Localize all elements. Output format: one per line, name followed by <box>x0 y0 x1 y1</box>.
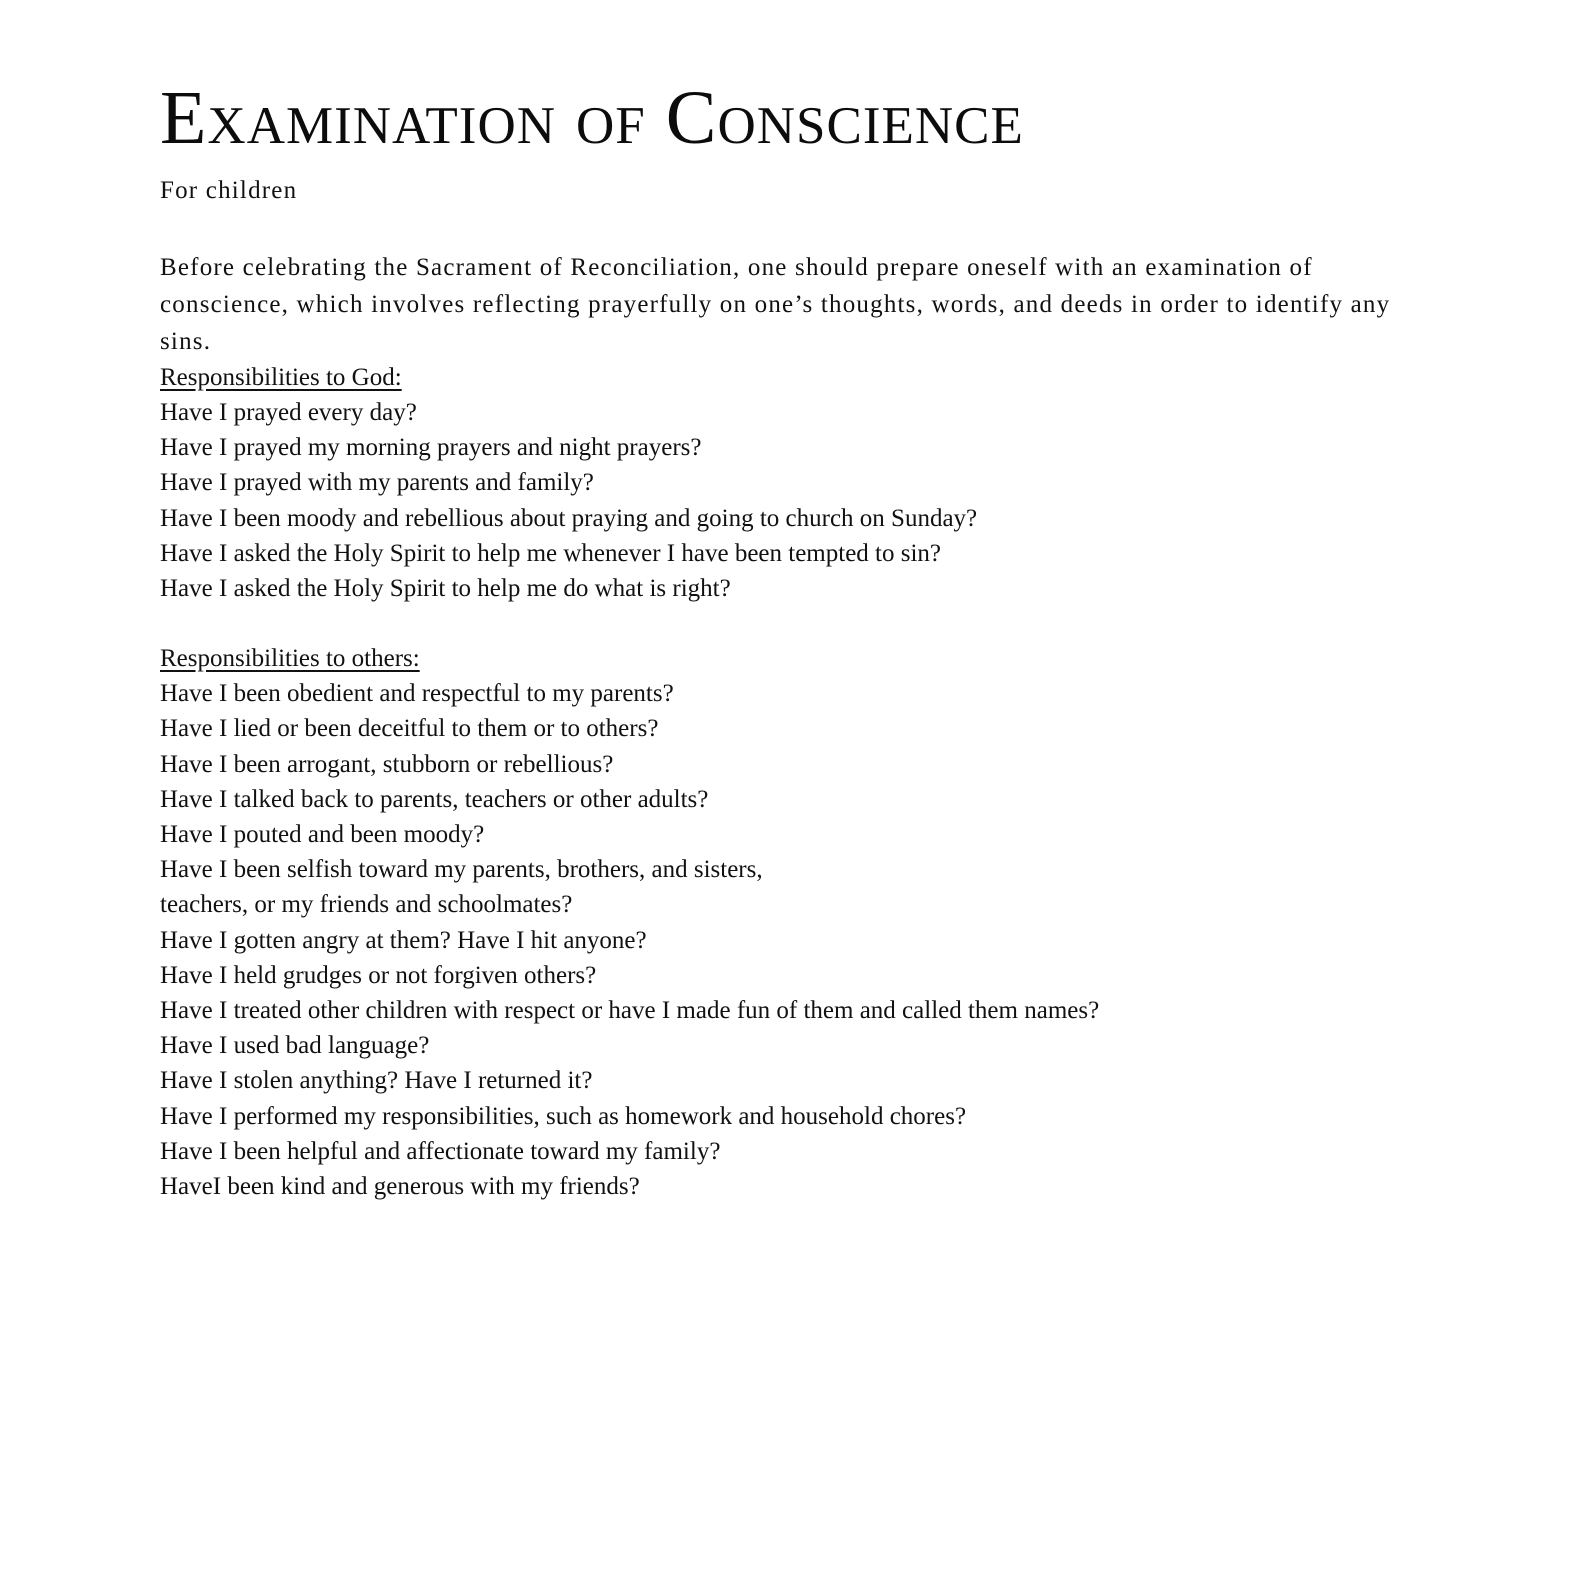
question-item: Have I been arrogant, stubborn or rebellious? <box>160 750 614 778</box>
section-god <box>160 360 1440 606</box>
question-item: Have I used bad language? <box>160 1032 430 1060</box>
page-subtitle: For children <box>160 177 298 204</box>
question-item: Have I performed my responsibilities, such as homework and household chores? <box>160 1102 967 1130</box>
question-item: Have I prayed with my parents and family? <box>160 469 594 497</box>
question-item: teachers, or my friends and schoolmates? <box>160 891 573 919</box>
section-heading-others: Responsibilities to others: <box>160 645 420 673</box>
question-item: Have I held grudges or not forgiven others? <box>160 961 597 989</box>
question-item: Have I pouted and been moody? <box>160 821 485 849</box>
question-item: Have I been helpful and affectionate toward my family? <box>160 1137 721 1165</box>
section-spacer <box>160 606 1440 641</box>
question-item: Have I been obedient and respectful to my parents? <box>160 680 674 708</box>
question-item: Have I prayed every day? <box>160 399 417 426</box>
section-others <box>160 641 1440 1204</box>
intro-paragraph: Before celebrating the Sacrament of Reconciliation, one should prepare oneself with an examination of conscience, which involves reflecting prayerfully on one’s thoughts, words, and deeds in order to identify any sins. <box>160 254 1391 355</box>
question-item: Have I prayed my morning prayers and night prayers? <box>160 434 702 462</box>
question-item: Have I been moody and rebellious about praying and going to church on Sunday? <box>160 504 978 532</box>
question-item: Have I talked back to parents, teachers or other adults? <box>160 785 709 813</box>
document-page <box>160 76 1440 1204</box>
question-item: Have I asked the Holy Spirit to help me whenever I have been tempted to sin? <box>160 539 942 567</box>
question-item: Have I gotten angry at them? Have I hit anyone? <box>160 926 647 954</box>
question-item: HaveI been kind and generous with my friends? <box>160 1173 640 1201</box>
question-item: Have I stolen anything? Have I returned it? <box>160 1067 593 1095</box>
question-item: Have I treated other children with respect or have I made fun of them and called them names? <box>160 997 1100 1025</box>
section-heading-god: Responsibilities to God: <box>160 364 402 391</box>
question-item: Have I asked the Holy Spirit to help me do what is right? <box>160 575 731 603</box>
question-item: Have I been selfish toward my parents, brothers, and sisters, <box>160 856 763 884</box>
question-item: Have I lied or been deceitful to them or to others? <box>160 715 659 743</box>
page-title: Examination of Conscience <box>160 76 1024 160</box>
